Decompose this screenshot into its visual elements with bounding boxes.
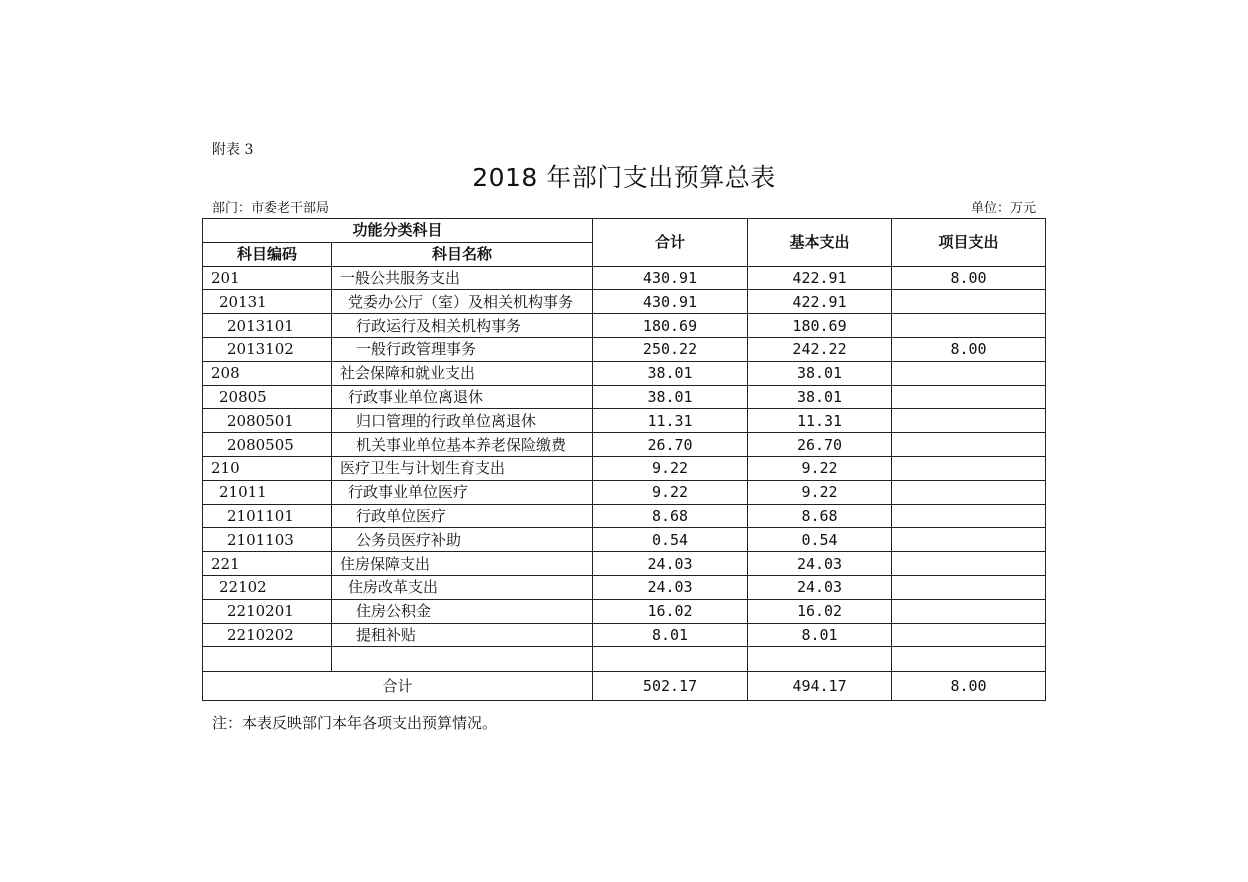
row-total: 24.03 — [593, 575, 748, 599]
row-total: 24.03 — [593, 552, 748, 576]
row-code: 2101101 — [203, 504, 332, 528]
row-total: 38.01 — [593, 385, 748, 409]
row-project — [892, 314, 1046, 338]
row-total: 8.01 — [593, 623, 748, 647]
row-project — [892, 623, 1046, 647]
row-basic: 9.22 — [748, 456, 892, 480]
row-total: 8.68 — [593, 504, 748, 528]
table-row — [203, 480, 1046, 504]
row-code: 2080505 — [203, 433, 332, 457]
row-total: 11.31 — [593, 409, 748, 433]
row-name: 公务员医疗补助 — [332, 528, 593, 552]
table-row — [203, 290, 1046, 314]
total-label: 合计 — [203, 672, 593, 701]
row-code: 201 — [203, 266, 332, 290]
unit-label: 单位：万元 — [970, 201, 1036, 216]
table-row — [203, 623, 1046, 647]
row-project — [892, 361, 1046, 385]
row-code: 2210202 — [203, 623, 332, 647]
row-project — [892, 433, 1046, 457]
row-basic: 16.02 — [748, 599, 892, 623]
row-code: 2013101 — [203, 314, 332, 338]
row-name: 行政单位医疗 — [332, 504, 593, 528]
total-basic: 494.17 — [748, 672, 892, 701]
row-basic: 38.01 — [748, 361, 892, 385]
row-basic: 422.91 — [748, 290, 892, 314]
table-body — [203, 266, 1046, 647]
footnote: 注：本表反映部门本年各项支出预算情况。 — [212, 714, 498, 732]
row-project — [892, 528, 1046, 552]
empty-row — [203, 647, 1046, 672]
header-project: 项目支出 — [892, 219, 1046, 267]
table-row — [203, 575, 1046, 599]
row-code: 208 — [203, 361, 332, 385]
row-basic: 8.01 — [748, 623, 892, 647]
row-name: 住房保障支出 — [332, 552, 593, 576]
row-basic: 242.22 — [748, 337, 892, 361]
header-name: 科目名称 — [332, 242, 593, 266]
row-name: 党委办公厅（室）及相关机构事务 — [332, 290, 593, 314]
row-code: 20131 — [203, 290, 332, 314]
table-row — [203, 599, 1046, 623]
total-project: 8.00 — [892, 672, 1046, 701]
row-code: 2080501 — [203, 409, 332, 433]
table-row — [203, 385, 1046, 409]
row-basic: 11.31 — [748, 409, 892, 433]
budget-table — [202, 218, 1046, 701]
row-code: 2013102 — [203, 337, 332, 361]
row-name: 住房改革支出 — [332, 575, 593, 599]
row-basic: 38.01 — [748, 385, 892, 409]
row-name: 提租补贴 — [332, 623, 593, 647]
row-code: 210 — [203, 456, 332, 480]
row-project: 8.00 — [892, 266, 1046, 290]
row-project — [892, 480, 1046, 504]
table-header — [203, 219, 1046, 267]
table-row — [203, 314, 1046, 338]
row-total: 430.91 — [593, 290, 748, 314]
table-row — [203, 504, 1046, 528]
row-basic: 9.22 — [748, 480, 892, 504]
row-total: 430.91 — [593, 266, 748, 290]
row-project — [892, 575, 1046, 599]
row-name: 一般行政管理事务 — [332, 337, 593, 361]
row-basic: 422.91 — [748, 266, 892, 290]
row-code: 221 — [203, 552, 332, 576]
header-function-category: 功能分类科目 — [203, 219, 593, 243]
row-name: 一般公共服务支出 — [332, 266, 593, 290]
row-project — [892, 290, 1046, 314]
attachment-label: 附表 3 — [212, 142, 254, 158]
table-row — [203, 552, 1046, 576]
row-basic: 8.68 — [748, 504, 892, 528]
row-name: 行政事业单位医疗 — [332, 480, 593, 504]
row-project: 8.00 — [892, 337, 1046, 361]
row-total: 250.22 — [593, 337, 748, 361]
table-row — [203, 361, 1046, 385]
row-project — [892, 552, 1046, 576]
table-row — [203, 456, 1046, 480]
row-total: 16.02 — [593, 599, 748, 623]
row-code: 21011 — [203, 480, 332, 504]
row-code: 2101103 — [203, 528, 332, 552]
row-code: 22102 — [203, 575, 332, 599]
row-total: 26.70 — [593, 433, 748, 457]
header-total: 合计 — [593, 219, 748, 267]
row-basic: 24.03 — [748, 552, 892, 576]
row-name: 住房公积金 — [332, 599, 593, 623]
row-total: 180.69 — [593, 314, 748, 338]
row-name: 归口管理的行政单位离退休 — [332, 409, 593, 433]
row-basic: 26.70 — [748, 433, 892, 457]
total-sum: 502.17 — [593, 672, 748, 701]
row-total: 0.54 — [593, 528, 748, 552]
row-code: 20805 — [203, 385, 332, 409]
department-label: 部门：市委老干部局 — [212, 201, 330, 216]
header-basic: 基本支出 — [748, 219, 892, 267]
header-code: 科目编码 — [203, 242, 332, 266]
table-row — [203, 528, 1046, 552]
row-project — [892, 385, 1046, 409]
row-name: 机关事业单位基本养老保险缴费 — [332, 433, 593, 457]
row-code: 2210201 — [203, 599, 332, 623]
total-row — [203, 672, 1046, 701]
row-project — [892, 456, 1046, 480]
row-project — [892, 409, 1046, 433]
row-basic: 180.69 — [748, 314, 892, 338]
table-row — [203, 337, 1046, 361]
table-row — [203, 266, 1046, 290]
row-name: 社会保障和就业支出 — [332, 361, 593, 385]
row-project — [892, 504, 1046, 528]
page-title: 2018 年部门支出预算总表 — [472, 163, 776, 192]
table-row — [203, 433, 1046, 457]
row-name: 行政运行及相关机构事务 — [332, 314, 593, 338]
row-total: 9.22 — [593, 480, 748, 504]
row-name: 医疗卫生与计划生育支出 — [332, 456, 593, 480]
row-total: 38.01 — [593, 361, 748, 385]
row-basic: 0.54 — [748, 528, 892, 552]
row-name: 行政事业单位离退休 — [332, 385, 593, 409]
row-basic: 24.03 — [748, 575, 892, 599]
row-project — [892, 599, 1046, 623]
row-total: 9.22 — [593, 456, 748, 480]
table-row — [203, 409, 1046, 433]
